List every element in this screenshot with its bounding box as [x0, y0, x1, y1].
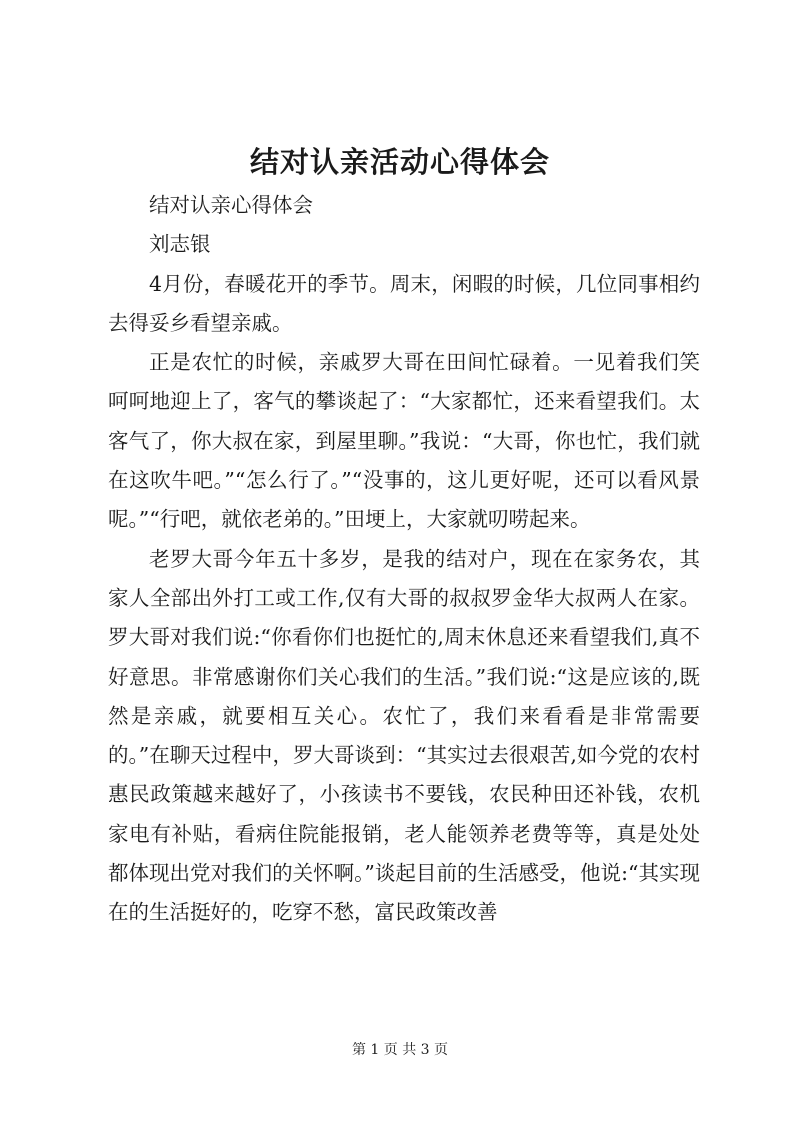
author-paragraph: 刘志银: [149, 232, 211, 257]
document-title: 结对认亲活动心得体会: [249, 145, 550, 179]
subtitle-paragraph: 结对认亲心得体会: [149, 193, 313, 217]
document-body: [108, 186, 700, 933]
body-paragraph: 老罗大哥今年五十多岁，是我的结对户，现在在家务农，其家人全部出外打工或工作,仅有大哥的叔叔罗金华大叔两人在家。罗大哥对我们说:“你看你们也挺忙的,周末休息还来看望我们,真不好意思。非常感谢你们关心我们的生活。”我们说:“这是应该的,既然是亲戚，就要相互关心。农忙了，我们来看看是非常需要的。”在聊天过程中，罗大哥谈到：“其实过去很艰苦,如今党的农村惠民政策越来越好了，小孩读书不要钱，农民种田还补钱，农机家电有补贴，看病住院能报销，老人能领养老费等等，真是处处都体现出党对我们的关怀啊。”谈起目前的生活感受，他说:“其实现在的生活挺好的，吃穿不愁，富民政策改善: [108, 546, 700, 925]
body-paragraph: 4月份，春暖花开的季节。周末，闲暇的时候，几位同事相约去得妥乡看望亲戚。: [108, 271, 700, 335]
page-number-footer: 第 1 页 共 3 页: [351, 1042, 449, 1058]
body-paragraph: 正是农忙的时候，亲戚罗大哥在田间忙碌着。一见着我们笑呵呵地迎上了，客气的攀谈起了：“大家都忙，还来看望我们。太客气了，你大叔在家，到屋里聊。”我说：“大哥，你也忙，我们就在这吹牛吧。”“怎么行了。”“没事的，这儿更好呢，还可以看风景呢。”“行吧，就依老弟的。”田埂上，大家就叨唠起来。: [108, 350, 700, 532]
